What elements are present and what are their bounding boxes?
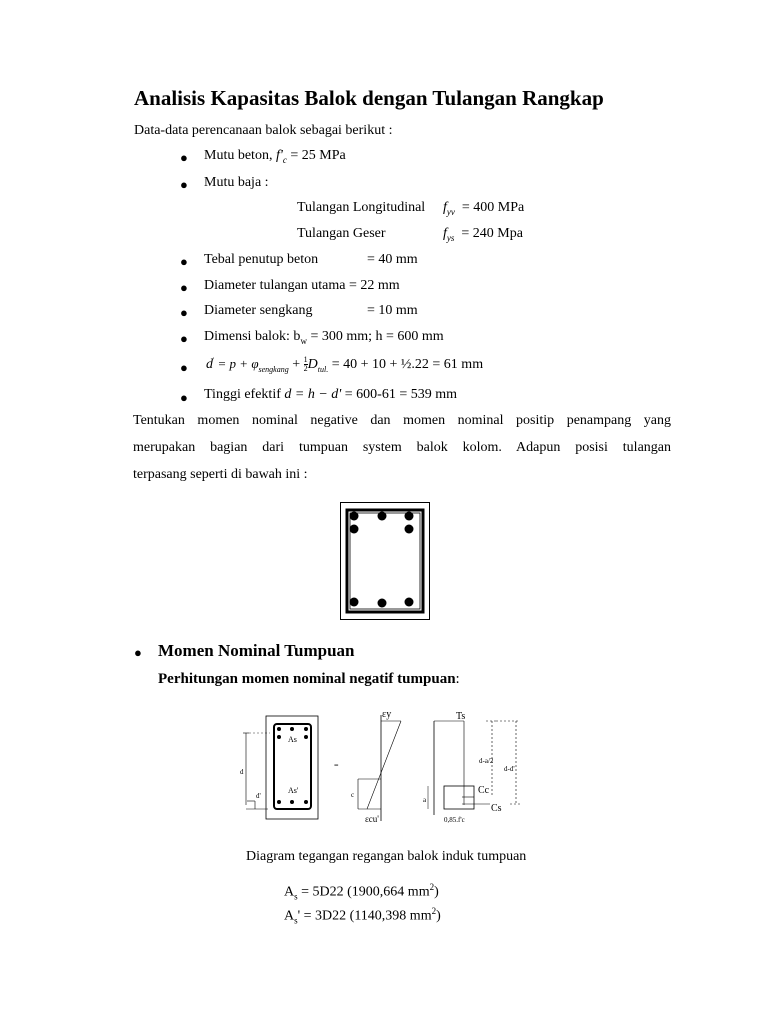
fys-value: $f_{ys} = 240$ Mpa — [443, 226, 523, 243]
item-diameter-sengkang: Diameter sengkang — [204, 303, 313, 318]
penutup-value: = 40 mm — [367, 252, 418, 267]
as-prime-line: $A_s' = 3D22$ (1140,398 $mm^2$) — [284, 906, 441, 926]
bullet-icon: ● — [134, 645, 142, 660]
label-cc: Cc — [478, 785, 490, 796]
label-ts: Ts — [456, 711, 466, 722]
strain-line — [367, 721, 401, 809]
bullet-icon: ● — [180, 331, 188, 346]
beam-section-figure — [340, 502, 430, 620]
label-as: As — [288, 735, 297, 744]
label-fc: 0,85.f'c — [444, 816, 465, 824]
bottom-bar — [405, 598, 414, 607]
diagram-bar — [277, 727, 281, 731]
diagram-bar — [304, 727, 308, 731]
stress-block — [444, 786, 474, 809]
bottom-bar — [378, 599, 387, 608]
page-title: Analisis Kapasitas Balok dengan Tulangan Rangkap — [134, 86, 604, 110]
label-d-prime: d' — [256, 792, 261, 800]
bullet-icon: ● — [180, 177, 188, 192]
item-diameter-utama: Diameter tulangan utama = 22 mm — [204, 278, 400, 293]
item-dimensi-balok: Dimensi balok: $b_w = 300$ mm; h = 600 mm — [204, 329, 444, 346]
stress-strain-diagram — [234, 705, 534, 830]
diagram-bar — [290, 727, 294, 731]
top-bar — [405, 525, 414, 534]
stirrup-outer — [347, 510, 423, 612]
label-eps-y: εy — [382, 709, 392, 720]
label-a: a — [423, 796, 427, 804]
item-tulangan-longitudinal: Tulangan Longitudinal — [297, 200, 426, 215]
item-mutu-baja: Mutu baja : — [204, 175, 269, 190]
diagram-bar — [304, 735, 308, 739]
diagram-bar — [277, 800, 281, 804]
label-da2: d-a/2 — [479, 757, 494, 765]
bullet-icon: ● — [180, 254, 188, 269]
diagram-bar — [304, 800, 308, 804]
bullet-icon: ● — [180, 390, 188, 405]
section-heading: Momen Nominal Tumpuan — [158, 641, 355, 660]
top-bar — [350, 512, 359, 521]
description-paragraph: Tentukan momen nominal negative dan momen nominal positip penampang yang merupakan bagian dari tumpuan system balok kolom. Adapun posisi tulangan terpasang seperti di bawah ini : — [133, 413, 671, 482]
label-dd: d-d' — [504, 765, 515, 773]
bullet-icon: ● — [180, 280, 188, 295]
fyv-value: $f_{yv} = 400$ MPa — [443, 200, 525, 217]
item-tinggi-efektif: Tinggi efektif d = h − d' = 600-61 = 539 mm — [204, 387, 457, 402]
item-mutu-beton: Mutu beton, $f'_c = 25$ MPa — [204, 148, 346, 165]
label-eps-cu: εcu' — [365, 814, 379, 824]
top-bar — [378, 512, 387, 521]
label-d: d — [240, 768, 244, 776]
bottom-bar — [350, 598, 359, 607]
top-bar — [350, 525, 359, 534]
bullet-icon: ● — [180, 305, 188, 320]
top-bar — [405, 512, 414, 521]
item-tulangan-geser: Tulangan Geser — [297, 226, 386, 241]
diagram-bar — [290, 800, 294, 804]
label-c: c — [351, 791, 355, 799]
bullet-icon: ● — [180, 150, 188, 165]
item-penutup-beton: Tebal penutup beton — [204, 252, 319, 267]
label-equals: = — [334, 761, 339, 770]
label-as-prime: As' — [288, 786, 299, 795]
section-subheading: Perhitungan momen nominal negatif tumpuan: — [158, 671, 460, 687]
bullet-icon: ● — [180, 360, 188, 375]
intro-text: Data-data perencanaan balok sebagai berikut : — [134, 123, 393, 138]
as-line: $A_s = 5D22$ (1900,664 $mm^2$) — [284, 882, 439, 902]
sengkang-value: = 10 mm — [367, 303, 418, 318]
diagram-caption: Diagram tegangan regangan balok induk tumpuan — [246, 849, 527, 864]
diagram-bar — [277, 735, 281, 739]
label-cs: Cs — [491, 803, 502, 814]
item-d-prime-formula: $d' = p + \varphi_{sengkang}$ + $\frac{1}{2}$ $D_{tul.} = 40 + 10$ + ½.22 = 61 mm — [206, 355, 484, 374]
